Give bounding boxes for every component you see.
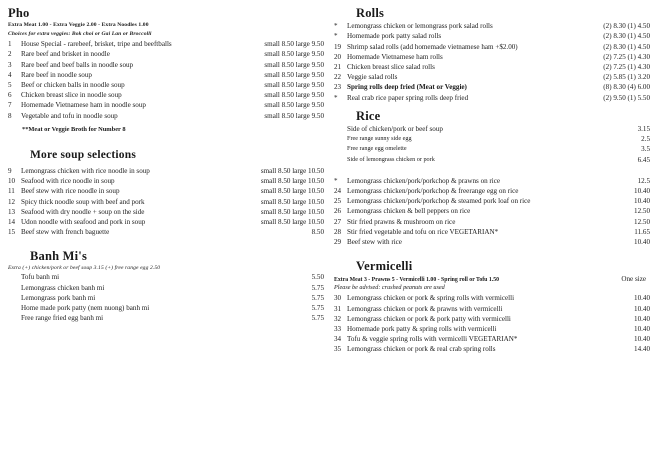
item-number: * [334,22,338,31]
table-row [8,284,324,294]
item-name: Seafood with dry noodle + soup on the side [21,207,145,216]
section-vermicelli [334,259,650,355]
table-row [334,22,650,32]
banh-mi-note: Extra (+) chicken/pork or beef soup 3.15 (+) free range egg 2.50 [8,265,161,272]
pho-title: Pho [8,6,30,20]
item-number: 31 [334,304,342,313]
item-price: (8) 8.30 (4) 6.00 [603,83,650,92]
item-number: 11 [8,187,15,196]
item-name: Homemade pork patty salad rolls [347,32,442,41]
vermicelli-header-row [334,275,650,283]
item-price: 10.40 [634,197,650,206]
item-number [8,273,21,283]
table-row [334,53,650,63]
item-name: Home made pork patty (nem nuong) banh mi [21,304,150,313]
item-name: Lemongrass chicken/pork/porkchop & prawns on rice [347,176,501,185]
section-banh-mi [8,249,324,324]
item-price: 5.75 [311,314,324,323]
item-price: small 8.50 large 10.50 [260,187,324,196]
item-price: 5.75 [311,304,324,313]
item-price: 5.75 [311,283,324,292]
table-row [334,325,650,335]
table-row [8,197,324,207]
rolls-item-table [334,22,650,104]
spacer [334,166,650,177]
item-price: (2) 9.50 (1) 5.50 [603,93,650,102]
item-name: Beef stew with rice [347,238,402,247]
banh-mi-title: Banh Mi's [30,249,88,264]
more-soup-title: More soup selections [30,148,137,161]
item-number: 30 [334,294,342,303]
table-row [8,60,324,70]
vermicelli-note: Extra Meat 3 - Prawns 5 - Vermicelli 1.00 - Spring roll or Tofu 1.50 [334,277,499,284]
rice-title: Rice [356,108,381,123]
more-soup-item-table [8,167,324,239]
vermicelli-size-label: One size [621,275,646,284]
spacer [8,238,324,249]
item-price: small 8.50 large 10.50 [260,197,324,206]
item-number: 26 [334,207,342,216]
item-price: 5.50 [311,273,324,282]
item-price: small 8.50 large 9.50 [264,101,324,110]
table-row [334,155,650,165]
item-name: Beef or chicken balls in noodle soup [21,81,125,90]
item-name: Rare beef and beef balls in noodle soup [21,60,134,69]
item-name: Lemongrass chicken or pork & prawns with vermicelli [347,304,503,313]
item-name: Lemongrass chicken/pork/porkchop & freerange egg on rice [347,186,519,195]
pho-item-table [8,40,324,122]
item-name: Shrimp salad rolls (add homemade vietnamese ham +$2.00) [347,42,518,51]
section-rice [334,109,650,248]
item-name: Lemongrass chicken or pork & spring rolls with vermicelli [347,294,515,303]
item-number [334,125,347,135]
item-number: 29 [334,238,342,247]
item-number: * [334,93,338,102]
item-price: 11.65 [634,227,650,236]
item-price: small 8.50 large 9.50 [264,40,324,49]
table-row [8,314,324,324]
vermicelli-title: Vermicelli [356,259,413,274]
item-name: Chicken breast slice salad rolls [347,63,435,72]
table-row [334,218,650,228]
table-row [334,135,650,145]
table-row [8,208,324,218]
item-number [334,145,347,155]
item-number: * [334,32,338,41]
item-price: small 8.50 large 9.50 [264,81,324,90]
table-row [334,42,650,52]
item-price: 10.40 [634,304,650,313]
item-name: Beef stew with rice noodle in soup [21,187,120,196]
item-name: Lemongrass chicken banh mi [21,283,105,292]
section-more-soup [8,149,324,239]
item-number: 4 [8,70,12,79]
item-price: 5.75 [311,293,324,302]
item-price: 10.40 [634,335,650,344]
item-name: Veggie salad rolls [347,73,398,82]
table-row [334,187,650,197]
table-row [8,71,324,81]
item-price: (2) 8.30 (1) 4.50 [603,42,650,51]
rice-mains-table [334,177,650,249]
item-name: Free range egg omelette [347,145,407,153]
item-price: 3.5 [641,145,650,154]
item-name: Tofu banh mi [21,273,60,282]
item-name: Tofu & veggie spring rolls with vermicelli VEGETARIAN* [347,335,518,344]
item-number: 9 [8,166,12,175]
item-price: 12.50 [634,207,650,216]
item-name: Side of lemongrass chicken or pork [347,155,435,163]
item-number [334,135,347,145]
table-row [8,273,324,283]
item-number: 14 [8,217,16,226]
item-name: Seafood with rice noodle in soup [21,177,115,186]
item-price: small 8.50 large 9.50 [264,60,324,69]
item-price: small 8.50 large 10.50 [260,166,324,175]
item-number: 2 [8,50,12,59]
item-name: House Special - rarebeef, brisket, tripe and beeftballs [21,40,172,49]
item-name: Side of chicken/pork or beef soup [347,124,443,133]
table-row [334,197,650,207]
table-row [334,315,650,325]
item-number: 24 [334,186,342,195]
item-number: 23 [334,83,342,92]
item-price: small 8.50 large 9.50 [264,50,324,59]
item-number: 5 [8,81,12,90]
item-number: 10 [8,177,16,186]
pho-choices-note: Choices for extra veggies: Bok choi or Gai Lan or Broccolli [8,31,152,37]
item-price: 8.50 [311,228,324,237]
item-number: 20 [334,52,342,61]
table-row [8,50,324,60]
table-row [334,207,650,217]
item-number [8,294,21,304]
table-row [334,94,650,104]
vermicelli-peanut-note: Please be advised: crushed peanuts are used [334,284,445,292]
item-number: 12 [8,197,16,206]
table-row [334,125,650,135]
item-price: (2) 7.25 (1) 4.30 [603,63,650,72]
item-number: 6 [8,91,12,100]
item-price: small 8.50 large 9.50 [264,70,324,79]
item-number: 15 [8,228,16,237]
table-row [334,32,650,42]
item-price: 6.45 [637,155,650,164]
item-price: 12.50 [634,217,650,226]
item-number: * [334,176,338,185]
table-row [8,304,324,314]
item-price: small 8.50 large 9.50 [264,91,324,100]
item-name: Homemade Vietnamese ham in noodle soup [21,101,146,110]
item-price: small 8.50 large 10.50 [260,177,324,186]
item-name: Chicken breast slice in noodle soup [21,91,122,100]
item-name: Lemongrass chicken & bell peppers on rice [347,207,471,216]
item-price: (2) 7.25 (1) 4.30 [603,52,650,61]
table-row [334,63,650,73]
item-number: 13 [8,207,16,216]
item-number: 19 [334,42,342,51]
table-row [8,167,324,177]
pho-extras-note: Extra Meat 1.00 - Extra Veggie 2.00 - Extra Noodles 1.00 [8,22,149,28]
item-price: 2.5 [641,135,650,144]
item-price: 12.5 [637,176,650,185]
section-pho [8,6,324,133]
table-row [334,238,650,248]
item-name: Homemade Vietnamese ham rolls [347,52,443,61]
item-number [8,304,21,314]
item-price: small 8.50 large 10.50 [260,217,324,226]
item-number [334,155,347,165]
table-row [8,177,324,187]
table-row [334,228,650,238]
table-row [8,81,324,91]
rolls-title: Rolls [356,6,385,20]
item-price: (2) 8.30 (1) 4.50 [603,22,650,31]
item-number: 33 [334,324,342,333]
spacer [8,133,324,149]
item-name: Udon noodle with seafood and pork in soup [21,217,146,226]
banh-mi-item-table [8,273,324,324]
item-price: 14.40 [634,345,650,354]
item-name: Real crab rice paper spring rolls deep fried [347,93,469,102]
item-name: Rare beef and brisket in noodle [21,50,110,59]
table-row [8,218,324,228]
table-row [8,91,324,101]
item-number [8,314,21,324]
item-number: 7 [8,101,12,110]
item-number: 8 [8,111,12,120]
item-number: 28 [334,227,342,236]
item-name: Lemongrass chicken or pork & real crab spring rolls [347,345,496,354]
rice-sides-table [334,125,650,166]
item-number: 1 [8,40,12,49]
left-column [8,6,324,469]
item-name: Homemade pork patty & spring rolls with vermicelli [347,324,497,333]
item-name: Lemongrass chicken or pork & pork patty with vermicelli [347,314,511,323]
item-name: Free range fried egg banh mi [21,314,104,323]
table-row [334,73,650,83]
spacer [334,248,650,259]
table-row [334,145,650,155]
item-price: 10.40 [634,314,650,323]
item-number: 25 [334,197,342,206]
item-number: 35 [334,345,342,354]
table-row [8,101,324,111]
item-price: 3.15 [637,124,650,133]
vermicelli-item-table [334,294,650,355]
item-name: Free range sunny side egg [347,135,412,143]
item-number: 21 [334,63,342,72]
table-row [334,304,650,314]
item-name: Spicy thick noodle soup with beef and pork [21,197,145,206]
item-price: 10.40 [634,294,650,303]
item-number: 32 [334,314,342,323]
item-price: (2) 8.30 (1) 4.50 [603,32,650,41]
table-row [8,187,324,197]
item-number: 22 [334,73,342,82]
table-row [8,40,324,50]
item-number: 34 [334,335,342,344]
table-row [334,345,650,355]
table-row [8,228,324,238]
item-name: Lemongrass chicken with rice noodle in soup [21,166,150,175]
table-row [334,177,650,187]
item-name: Rare beef in noodle soup [21,70,92,79]
item-price: small 8.50 large 10.50 [260,207,324,216]
item-name: Stir fried vegetable and tofu on rice VEGETARIAN* [347,227,499,236]
item-number: 3 [8,60,12,69]
table-row [334,335,650,345]
item-price: small 8.50 large 9.50 [264,111,324,120]
item-name: Vegetable and tofu in noodle soup [21,111,118,120]
item-number: 27 [334,217,342,226]
item-name: Lemongrass chicken/pork/porkchop & steamed pork loaf on rice [347,197,531,206]
pho-footnote: **Meat or Veggie Broth for Number 8 [22,125,126,133]
item-name: Stir fried prawns & mushroom on rice [347,217,456,226]
table-row [8,112,324,122]
table-row [8,294,324,304]
item-price: (2) 5.85 (1) 3.20 [603,73,650,82]
section-rolls [334,6,650,104]
item-number [8,284,21,294]
table-row [334,83,650,93]
item-price: 10.40 [634,324,650,333]
item-name: Beef stew with french baguette [21,228,110,237]
item-price: 10.40 [634,186,650,195]
item-name: Spring rolls deep fried (Meat or Veggie) [347,83,467,92]
right-column [334,6,650,469]
table-row [334,294,650,304]
item-name: Lemongrass chicken or lemongrass pork salad rolls [347,22,493,31]
item-name: Lemongrass pork banh mi [21,293,96,302]
item-price: 10.40 [634,238,650,247]
